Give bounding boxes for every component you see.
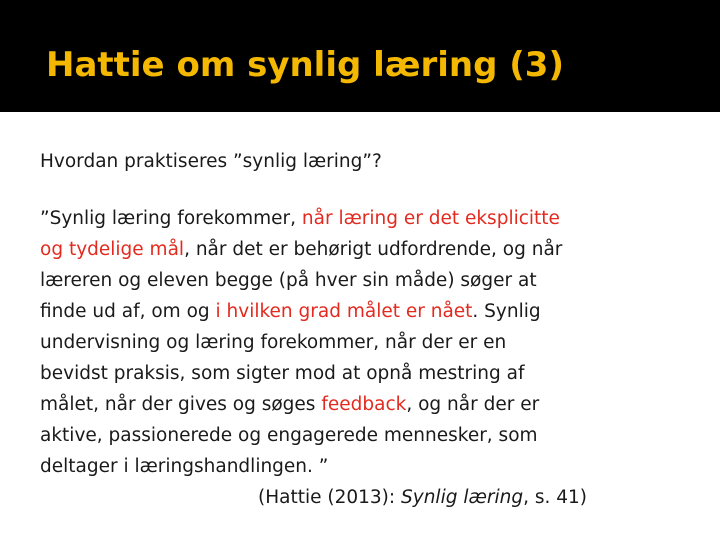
highlighted-text: feedback [321, 394, 407, 415]
citation [40, 482, 587, 513]
quote-line: bevidst praksis, som sigter mod at opnå mestring af [40, 363, 525, 384]
quote-text: ”Synlig læring forekommer, [40, 208, 302, 229]
citation-suffix: , s. 41) [523, 487, 588, 508]
quote-line [40, 234, 587, 265]
highlighted-text: og tydelige mål [40, 239, 185, 260]
quote-text: finde ud af, om og [40, 301, 216, 322]
slide-title: Hattie om synlig læring (3) [46, 45, 564, 85]
question-text: Hvordan praktiseres ”synlig læring”? [40, 151, 382, 172]
quote-line [40, 389, 587, 420]
quote-line: læreren og eleven begge (på hver sin måde) søger at [40, 270, 537, 291]
citation-prefix: (Hattie (2013): [258, 487, 402, 508]
quote-line [40, 296, 587, 327]
quote-line [40, 203, 587, 234]
quote-text: , når det er behørigt udfordrende, og når [184, 239, 563, 260]
quote-text: . Synlig [472, 301, 541, 322]
quote-line: undervisning og læring forekommer, når der er en [40, 332, 507, 353]
quote-paragraph [40, 203, 587, 513]
slide-content [40, 145, 670, 508]
quote-line: aktive, passionerede og engagerede mennesker, som [40, 425, 538, 446]
title-bar [0, 0, 720, 112]
quote-text: målet, når der gives og søges [40, 394, 322, 415]
quote-line: deltager i læringshandlingen. ” [40, 456, 329, 477]
highlighted-text: når læring er det eksplicitte [301, 208, 560, 229]
quote-text: , og når der er [406, 394, 540, 415]
citation-work-title: Synlig læring [401, 487, 524, 508]
highlighted-text: i hvilken grad målet er nået [215, 301, 473, 322]
